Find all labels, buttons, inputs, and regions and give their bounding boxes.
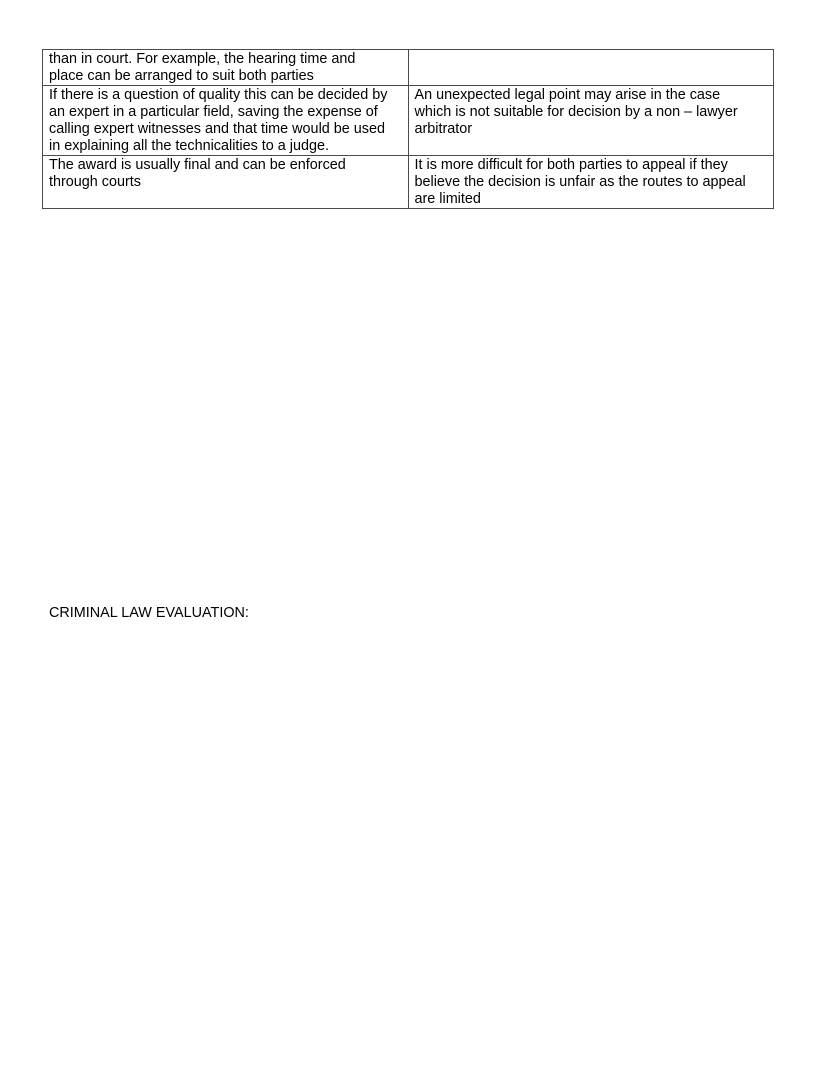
section-heading: CRIMINAL LAW EVALUATION: <box>49 605 249 621</box>
disadvantage-cell <box>408 50 774 86</box>
advantage-cell: than in court. For example, the hearing time and place can be arranged to suit both parties <box>43 50 409 86</box>
table-row <box>43 50 774 86</box>
table-row <box>43 156 774 209</box>
table-row <box>43 86 774 156</box>
advantage-cell: The award is usually final and can be enforced through courts <box>43 156 409 209</box>
arbitration-evaluation-table <box>42 49 774 209</box>
disadvantage-cell: An unexpected legal point may arise in the case which is not suitable for decision by a non – lawyer arbitrator <box>408 86 774 156</box>
disadvantage-cell: It is more difficult for both parties to appeal if they believe the decision is unfair as the routes to appeal are limited <box>408 156 774 209</box>
advantage-cell: If there is a question of quality this can be decided by an expert in a particular field, saving the expense of calling expert witnesses and that time would be used in explaining all the technicalities to a judge. <box>43 86 409 156</box>
